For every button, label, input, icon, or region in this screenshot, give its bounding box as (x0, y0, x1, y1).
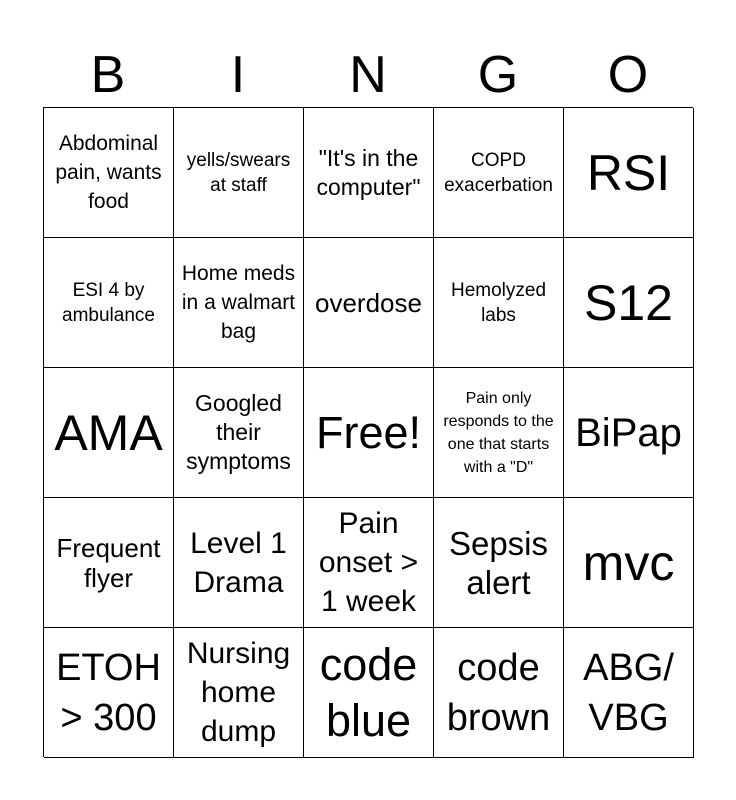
cell-text: Frequent flyer (56, 532, 161, 593)
bingo-cell[interactable] (564, 368, 694, 498)
cell-text: yells/swears at staff (186, 149, 291, 196)
bingo-grid (43, 107, 693, 757)
cell-text: S12 (584, 274, 673, 331)
cell-text: RSI (586, 144, 671, 201)
header-letter-g: G (477, 46, 519, 104)
bingo-cell[interactable] (44, 238, 174, 368)
bingo-cell[interactable] (174, 108, 304, 238)
cell-text: Nursing home dump (186, 637, 291, 748)
cell-text: Level 1 Drama (190, 526, 287, 599)
bingo-cell[interactable] (174, 628, 304, 758)
bingo-cell[interactable] (44, 368, 174, 498)
bingo-cell[interactable] (174, 238, 304, 368)
cell-text: Pain only responds to the one that starts with a "D" (443, 389, 554, 476)
cell-text: Free! (315, 406, 422, 458)
bingo-cell[interactable] (304, 108, 434, 238)
bingo-cell[interactable] (564, 238, 694, 368)
bingo-cell[interactable] (434, 108, 564, 238)
bingo-cell[interactable] (44, 108, 174, 238)
cell-text: Hemolyzed labs (450, 279, 547, 326)
cell-text: ABG/ VBG (583, 646, 674, 739)
bingo-cell[interactable] (304, 498, 434, 628)
bingo-cell[interactable] (564, 628, 694, 758)
header-letter-i: I (230, 46, 246, 104)
header-letter-n: N (349, 46, 387, 104)
cell-text: Home meds in a walmart bag (181, 262, 296, 343)
cell-text: Googled their symptoms (186, 390, 291, 474)
cell-text: code brown (446, 646, 551, 739)
bingo-cell[interactable] (304, 238, 434, 368)
cell-text: ETOH > 300 (56, 646, 161, 739)
cell-text: Pain onset > 1 week (318, 507, 419, 618)
bingo-cell[interactable] (44, 498, 174, 628)
free-space-cell[interactable] (304, 368, 434, 498)
bingo-cell[interactable] (434, 498, 564, 628)
bingo-cell[interactable] (434, 238, 564, 368)
bingo-cell[interactable] (434, 628, 564, 758)
bingo-header (43, 44, 693, 106)
bingo-cell[interactable] (304, 628, 434, 758)
cell-text: "It's in the computer" (316, 144, 421, 200)
cell-text: ESI 4 by ambulance (62, 279, 155, 326)
header-letter-o: O (607, 46, 649, 104)
cell-text: code blue (319, 638, 418, 746)
bingo-cell[interactable] (564, 108, 694, 238)
cell-text: Abdominal pain, wants food (55, 132, 162, 213)
bingo-cell[interactable] (434, 368, 564, 498)
cell-text: BiPap (575, 410, 682, 455)
bingo-cell[interactable] (174, 498, 304, 628)
cell-text: overdose (315, 287, 422, 318)
bingo-cell[interactable] (174, 368, 304, 498)
header-letter-b: B (90, 46, 126, 104)
cell-text: mvc (582, 534, 675, 591)
bingo-cell[interactable] (564, 498, 694, 628)
bingo-cell[interactable] (44, 628, 174, 758)
cell-text: Sepsis alert (448, 524, 549, 601)
cell-text: AMA (54, 404, 163, 461)
cell-text: COPD exacerbation (444, 149, 553, 196)
